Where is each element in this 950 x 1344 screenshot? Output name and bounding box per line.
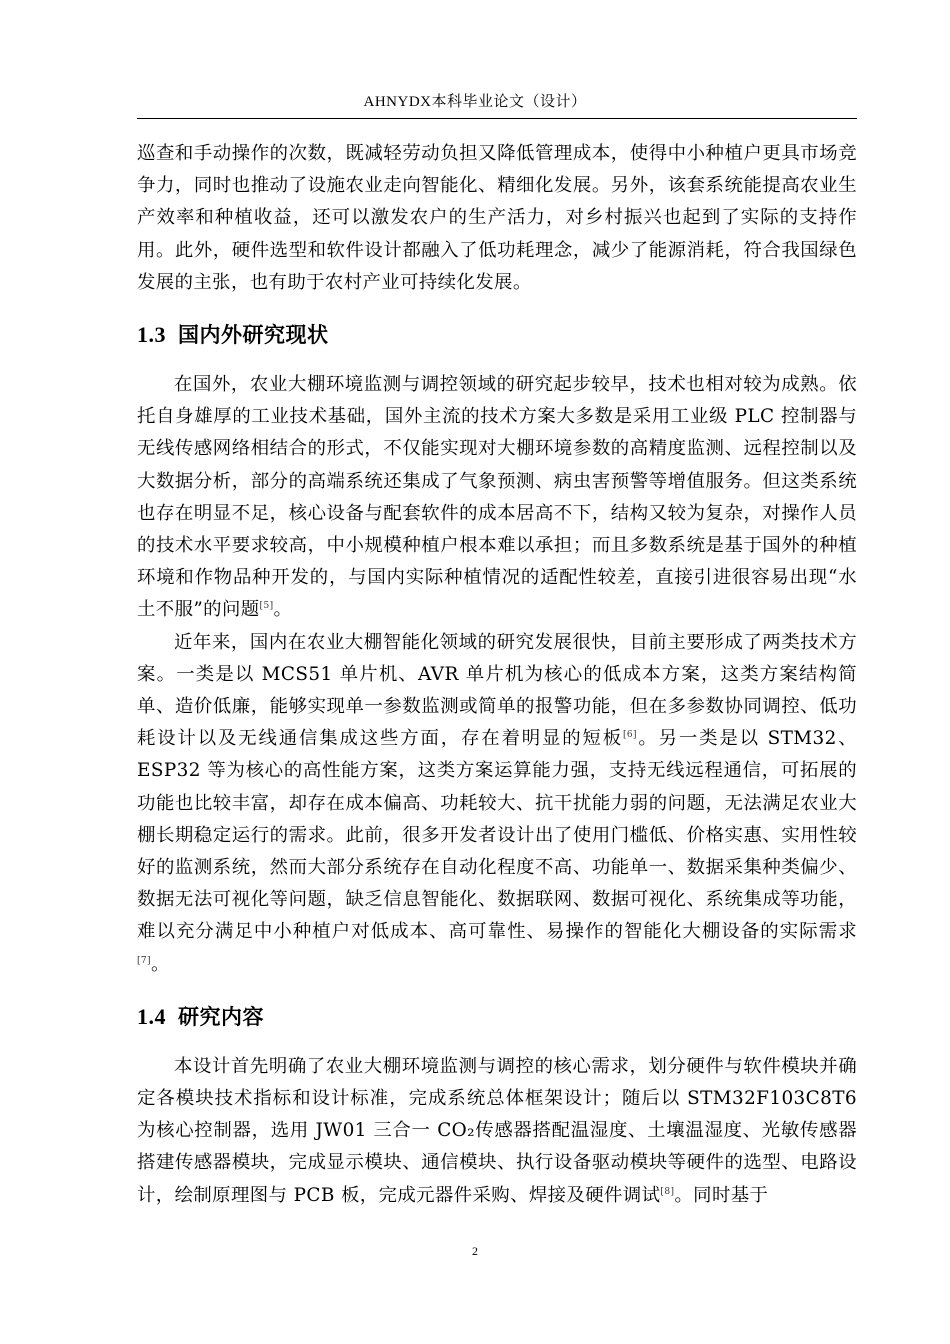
paragraph-domestic-research bbox=[137, 627, 857, 981]
section-heading-1-4 bbox=[137, 1001, 857, 1033]
citation: [7] bbox=[137, 955, 151, 966]
paragraph-continuation: 巡查和手动操作的次数，既减轻劳动负担又降低管理成本，使得中小种植户更具市场竞争力，同时也推动了设施农业走向智能化、精细化发展。另外，该套系统能提高农业生产效率和种植收益，还可以激发农户的生产活力，对乡村振兴也起到了实际的支持作用。此外，硬件选型和软件设计都融入了低功耗理念，减少了能源消耗，符合我国绿色发展的主张，也有助于农村产业可持续化发展。 bbox=[137, 143, 857, 293]
page-number: 2 bbox=[472, 1244, 478, 1258]
citation: [8] bbox=[660, 1186, 675, 1197]
section-heading-1-3 bbox=[137, 319, 857, 351]
page-body bbox=[137, 138, 857, 1212]
paragraph-text: 在国外，农业大棚环境监测与调控领域的研究起步较早，技术也相对较为成熟。依托自身雄厚的工业技术基础，国外主流的技术方案大多数是采用工业级 PLC 控制器与无线传感网络相结合的形式，不仅能实现对大棚环境参数的高精度监测、远程控制以及大数据分析，部分的高端系统还集成了气象预测、病虫害预警等增值服务。但这类系统也存在明显不足，核心设备与配套软件的成本居高不下，结构又较为复杂，对操作人员的技术水平要求较高，中小规模种植户根本难以承担；而且多数系统是基于国外的种植环境和作物品种开发的，与国内实际种植情况的适配性较差，直接引进很容易出现“水土不服”的问题 bbox=[137, 374, 857, 621]
section-title: 研究内容 bbox=[178, 1004, 264, 1029]
paragraph-research-content bbox=[137, 1051, 857, 1212]
header-rule bbox=[137, 118, 857, 119]
paragraph-text: 。同时基于 bbox=[674, 1184, 769, 1206]
citation: [6] bbox=[623, 730, 637, 741]
section-number: 1.4 bbox=[137, 1003, 166, 1029]
paragraph-text: 。 bbox=[150, 953, 170, 975]
section-title: 国内外研究现状 bbox=[178, 323, 329, 348]
running-header: AHNYDX本科毕业论文（设计） bbox=[363, 94, 587, 110]
paragraph-text: 近年来，国内在农业大棚智能化领域的研究发展很快，目前主要形成了两类技术方案。一类是以 MCS51 单片机、AVR 单片机为核心的低成本方案，这类方案结构简单、造价低廉，能够实现单一参数监测或简单的报警功能，但在多参数协同调控、低功耗设计以及无线通信集成这些方面，存在着明显的短板 bbox=[137, 631, 857, 750]
paragraph-text: 。 bbox=[273, 599, 293, 621]
paragraph-foreign-research bbox=[137, 369, 857, 627]
paragraph-text: 。另一类是以 STM32、ESP32 等为核心的高性能方案，这类方案运算能力强，支持无线远程通信，可拓展的功能也比较丰富，却存在成本偏高、功耗较大、抗干扰能力弱的问题，无法满足农业大棚长期稳定运行的需求。此前，很多开发者设计出了使用门槛低、价格实惠、实用性较好的监测系统，然而大部分系统存在自动化程度不高、功能单一、数据采集种类偏少、数据无法可视化等问题，缺乏信息智能化、数据联网、数据可视化、系统集成等功能，难以充分满足中小种植户对低成本、高可靠性、易操作的智能化大棚设备的实际需求 bbox=[137, 728, 857, 943]
paragraph-text: 本设计首先明确了农业大棚环境监测与调控的核心需求，划分硬件与软件模块并确定各模块技术指标和设计标准，完成系统总体框架设计；随后以 STM32F103C8T6 为核心控制器，选用 JW01 三合一 CO₂传感器搭配温湿度、土壤温湿度、光敏传感器搭建传感器模块，完成显示模块、通信模块、执行设备驱动模块等硬件的选型、电路设计，绘制原理图与 PCB 板，完成元器件采购、焊接及硬件调试 bbox=[137, 1055, 857, 1206]
section-number: 1.3 bbox=[137, 322, 166, 348]
citation: [5] bbox=[259, 601, 274, 612]
